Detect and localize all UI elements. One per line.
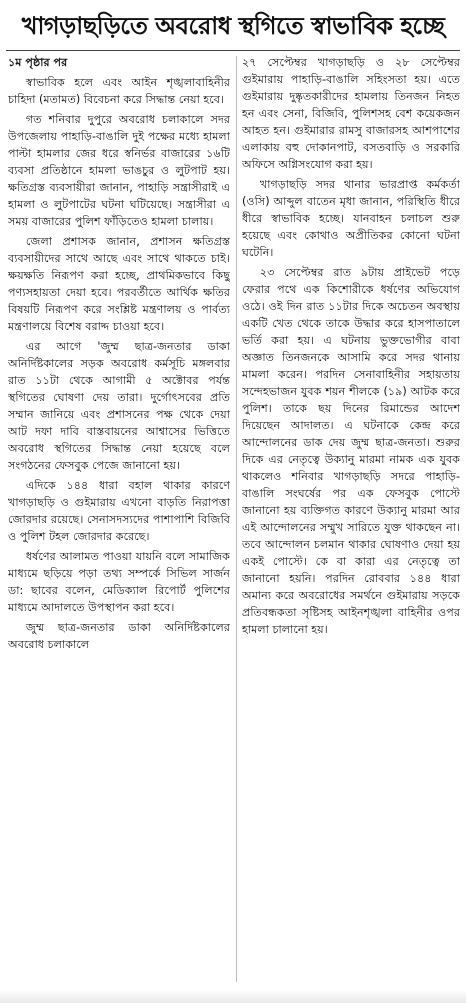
paragraph: জুম্ম ছাত্র-জনতার ডাকা অনির্দিষ্টকালের অবরোধ চলাকালে <box>8 621 230 651</box>
clipping-bottom-edge <box>0 990 466 1003</box>
paragraph: খাগড়াছড়ি সদর থানার ভারপ্রাপ্ত কর্মকর্তা (ওসি) আব্দুল বাতেন মৃধা জানান, পরিস্থিতি ধীরে ধীরে স্বাভাবিক হচ্ছে। যানবাহন চলাচল শুরু হয়েছে এবং কোথাও অপ্রীতিকর কোনো ঘটনা ঘটেনি। <box>242 178 460 259</box>
column-divider <box>236 56 237 982</box>
paragraph: ধর্ষণের আলামত পাওয়া যায়নি বলে সামাজিক মাধ্যমে ছড়িয়ে পড়া তথ্য সম্পর্কে সিভিল সার্জন ডা: ছাবের বলেন, মেডিক্যাল রিপোর্ট পুলিশের মাধ্যমে আদালতে উপস্থাপন করা হবে। <box>8 550 230 614</box>
headline: খাগড়াছড়িতে অবরোধ স্থগিতে স্বাভাবিক হচ্ছে <box>21 12 445 40</box>
paragraph: এদিকে ১৪৪ ধারা বহাল থাকার কারণে খাগড়াছড়ি ও গুইমারায় এখনো বাড়তি নিরাপত্তা জোরদার রয়েছে। সেনাসদস্যদের পাশাপাশি বিজিবি ও পুলিশ টহল জোরদার করেছে। <box>8 479 230 543</box>
paragraph: স্বাভাবিক হলে এবং আইন শৃঙ্খলাবাহিনীর চাহিদা (মতামত) বিবেচনা করে সিদ্ধান্ত নেয়া হবে। <box>8 76 230 106</box>
paragraph: গত শনিবার দুপুরে অবরোধ চলাকালে সদর উপজেলায় পাহাড়ি-বাঙালি দুই পক্ষের মধ্যে হামলা পাল্টা হামলার জের ধরে স্বনির্ভর বাজারের ১৬টি ব্যবসা প্রতিষ্ঠানে হামলা ভাঙচুর ও লুটপাট হয়। ক্ষতিগ্রস্ত ব্যবসায়ীরা জানান, পাহাড়ি সন্ত্রাসীরাই এ হামলা ও লুটপাটের ঘটনা ঘটিয়েছে। সন্ত্রাসীরা এ সময় বাজারের পুলিশ ফাঁড়িতেও হামলা চালায়। <box>8 113 230 228</box>
paragraph: ২৭ সেপ্টেম্বর খাগড়াছড়ি ও ২৮ সেপ্টেম্বর গুইমারায় পাহাড়ি-বাঙালি সহিংসতা হয়। এতে গুইমারায় দুষ্কৃতকারীদের হামলায় তিনজন নিহত হন এবং সেনা, বিজিবি, পুলিশসহ বেশ কয়েকজন আহত হন। গুইমারার রামসু বাজারসহ আশপাশের এলাকায় বহু দোকানপাট, বসতবাড়ি ও সরকারি অফিসে অগ্নিসংযোগ করা হয়। <box>242 56 460 171</box>
headline-rule <box>6 50 460 51</box>
paragraph: এর আগে 'জুম্ম ছাত্র-জনতার ডাকা অনির্দিষ্টকালের সড়ক অবরোধ কর্মসূচি মঙ্গলবার রাত ১১টা থেকে আগামী ৫ অক্টোবর পর্যন্ত স্থগিতের ঘোষণা দেয় তারা। দুর্গোৎসবের প্রতি সম্মান জানিয়ে এবং প্রশাসনের পক্ষ থেকে দেয়া আট দফা দাবি বাস্তবায়নের আশ্বাসের ভিত্তিতে অবরোধ স্থগিতের সিদ্ধান্ত নেয়া হয়েছে বলে সংগঠনের ফেসবুক পেজে জানানো হয়। <box>8 340 230 472</box>
paragraph: ২৩ সেপ্টেম্বর রাত ৯টায় প্রাইভেট পড়ে ফেরার পথে এক কিশোরীকে ধর্ষণের অভিযোগ ওঠে। ওই দিন রাত ১১টার দিকে অচেতন অবস্থায় একটি খেত থেকে তাকে উদ্ধার করে হাসপাতালে ভর্তি করা হয়। এ ঘটনায় ভুক্তভোগীর বাবা অজ্ঞাত তিনজনকে আসামি করে সদর থানায় মামলা করেন। পরদিন সেনাবাহিনীর সহায়তায় সন্দেহভাজন যুবক শয়ন শীলকে (১৯) আটক করে পুলিশ। তাকে ছয় দিনের রিমান্ডের আদেশ দিয়েছেন আদালত। এ ঘটনাকে কেন্দ্র করে আন্দোলনের ডাক দেয় জুম্ম ছাত্র-জনতা। শুরুর দিকে এর নেতৃত্বে উক্যানু মারমা নামক এক যুবক থাকলেও শনিবার খাগড়াছড়ি সদরে পাহাড়ি-বাঙালি সংঘর্ষের পর এক ফেসবুক পোস্টে জানানো হয় ব্যক্তিগত কারণে উক্যানু মারমা আর এই আন্দোলনের সম্মুখ সারিতে যুক্ত থাকছেন না। তবে আন্দোলন চলমান থাকার ঘোষণাও দেয়া হয় একই পোস্টে। কে বা কারা এর নেতৃত্বে তা জানানো হয়নি। পরদিন রোববার ১৪৪ ধারা অমান্য করে অবরোধের সমর্থনে গুইমারায় সড়কে প্রতিবন্ধকতা সৃষ্টিসহ আইনশৃঙ্খলা বাহিনীর ওপর হামলা চালানো হয়। <box>242 266 460 636</box>
left-column <box>8 54 230 984</box>
right-column <box>242 54 460 984</box>
paragraph: জেলা প্রশাসক জানান, প্রশাসন ক্ষতিগ্রস্ত ব্যবসায়ীদের সাথে আছে এবং সাথে থাকতে চাই। ক্ষয়ক্ষতি নিরূপণ করা হচ্ছে, প্রাথমিকভাবে কিছু পণ্যসহায়তা দেয়া হবে। পরবর্তীতে আর্থিক ক্ষতির বিষয়টি নিরূপণ করে সংশ্লিষ্ট মন্ত্রণালয় ও পার্বত্য মন্ত্রণালয়ে বিশেষ বরাদ্দ চাওয়া হবে। <box>8 235 230 333</box>
continuation-label: ১ম পৃষ্ঠার পর <box>8 56 68 69</box>
